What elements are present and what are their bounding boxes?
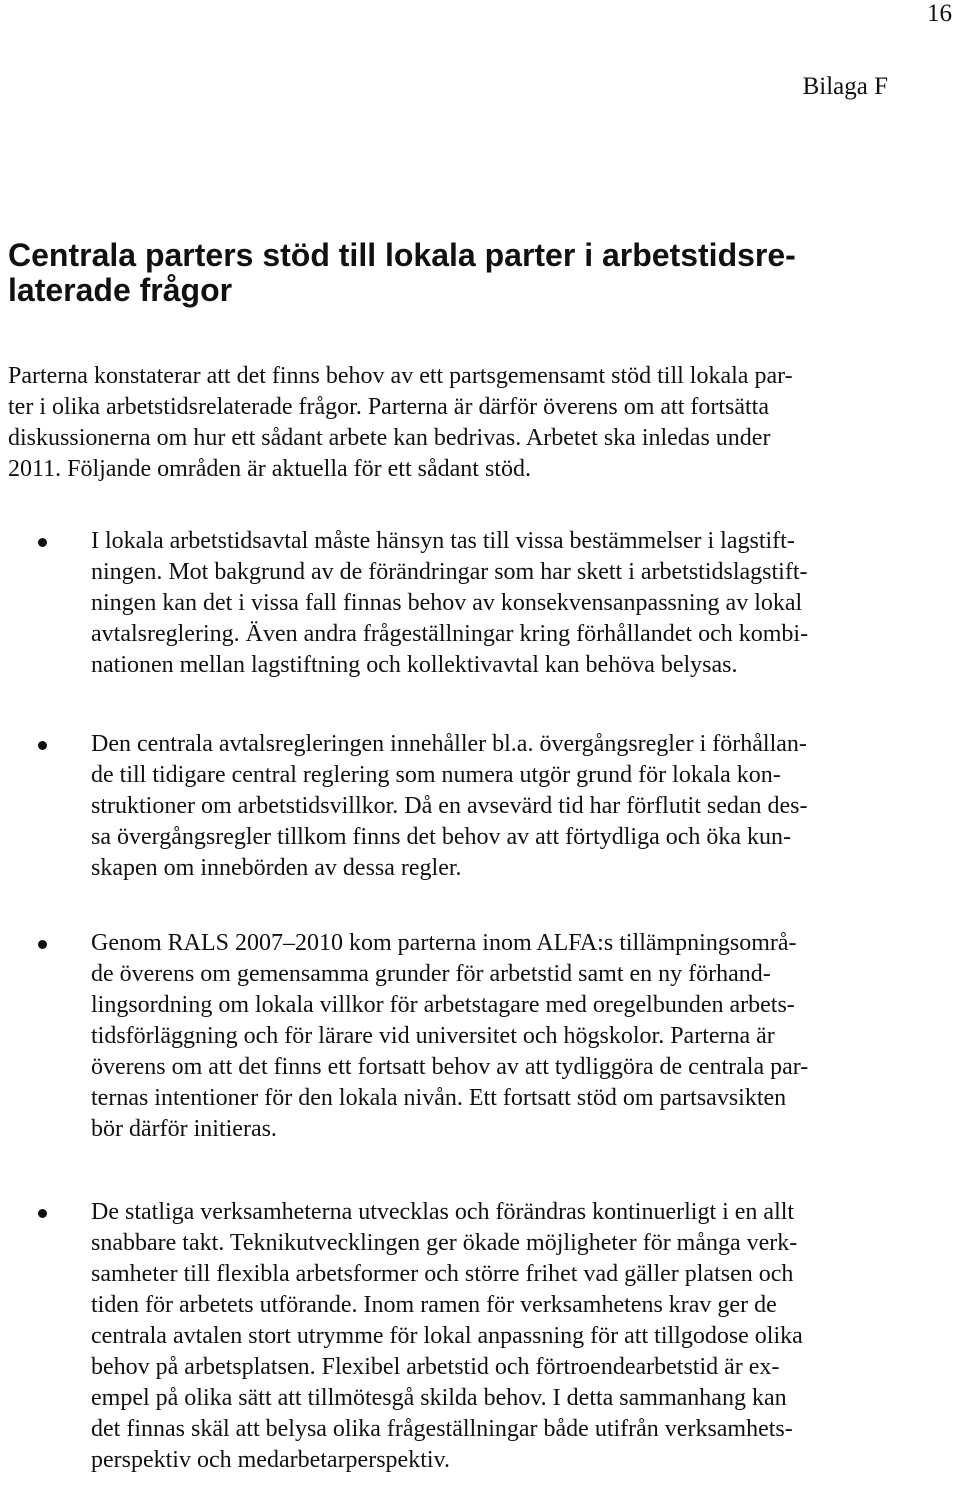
title-line: Centrala parters stöd till lokala parter i arbetstidsre- (8, 237, 796, 273)
text-line: tidsförläggning och för lärare vid universitet och högskolor. Parterna är (91, 1023, 775, 1049)
text-line: empel på olika sätt att tillmötesgå skilda behov. I detta sammanhang kan (91, 1385, 787, 1411)
text-line: 2011. Följande områden är aktuella för ett sådant stöd. (8, 456, 531, 482)
page-number: 16 (927, 0, 952, 27)
text-line: behov på arbetsplatsen. Flexibel arbetstid och förtroendearbetstid är ex- (91, 1354, 780, 1380)
text-line: skapen om innebörden av dessa regler. (91, 855, 462, 881)
bullet-item-flexible-work (91, 1197, 953, 1476)
text-line: Parterna konstaterar att det finns behov av ett partsgemensamt stöd till lokala par- (8, 363, 793, 389)
text-line: nationen mellan lagstiftning och kollektivavtal kan behöva belysas. (91, 652, 738, 678)
text-line: bör därför initieras. (91, 1116, 277, 1142)
bullet-icon (38, 1209, 47, 1218)
text-line: ningen kan det i vissa fall finnas behov av konsekvensanpassning av lokal (91, 590, 803, 616)
text-line: struktioner om arbetstidsvillkor. Då en avsevärd tid har förflutit sedan des- (91, 793, 808, 819)
appendix-label: Bilaga F (802, 73, 888, 100)
bullet-icon (38, 538, 47, 547)
text-line: avtalsreglering. Även andra frågeställningar kring förhållandet och kombi- (91, 621, 809, 647)
bullet-item-legislation (91, 526, 953, 681)
text-line: tiden för arbetets utförande. Inom ramen för verksamhetens krav ger de (91, 1292, 777, 1318)
text-line: snabbare takt. Teknikutvecklingen ger ökade möjligheter för många verk- (91, 1230, 798, 1256)
text-line: överens om att det finns ett fortsatt behov av att tydliggöra de centrala par- (91, 1054, 809, 1080)
text-line: ningen. Mot bakgrund av de förändringar som har skett i arbetstidslagstift- (91, 559, 808, 585)
page-title (8, 238, 948, 308)
bullet-icon (38, 741, 47, 750)
title-line: laterade frågor (8, 272, 233, 308)
text-line: ter i olika arbetstidsrelaterade frågor. Parterna är därför överens om att fortsätta (8, 394, 769, 420)
text-line: ternas intentioner för den lokala nivån. Ett fortsatt stöd om partsavsikten (91, 1085, 787, 1111)
bullet-item-transition-rules (91, 729, 953, 884)
text-line: sa övergångsregler tillkom finns det behov av att förtydliga och öka kun- (91, 824, 792, 850)
text-line: det finnas skäl att belysa olika frågeställningar både utifrån verksamhets- (91, 1416, 793, 1442)
text-line: Genom RALS 2007–2010 kom parterna inom ALFA:s tillämpningsområ- (91, 930, 797, 956)
intro-paragraph (8, 361, 953, 485)
text-line: perspektiv och medarbetarperspektiv. (91, 1447, 450, 1473)
text-line: diskussionerna om hur ett sådant arbete kan bedrivas. Arbetet ska inledas under (8, 425, 771, 451)
text-line: centrala avtalen stort utrymme för lokal anpassning för att tillgodose olika (91, 1323, 803, 1349)
text-line: samheter till flexibla arbetsformer och större frihet vad gäller platsen och (91, 1261, 794, 1287)
text-line: De statliga verksamheterna utvecklas och förändras kontinuerligt i en allt (91, 1199, 795, 1225)
text-line: lingsordning om lokala villkor för arbetstagare med oregelbunden arbets- (91, 992, 795, 1018)
text-line: I lokala arbetstidsavtal måste hänsyn tas till vissa bestämmelser i lagstift- (91, 528, 795, 554)
bullet-icon (38, 940, 47, 949)
text-line: de överens om gemensamma grunder för arbetstid samt en ny förhand- (91, 961, 771, 987)
bullet-item-rals (91, 928, 953, 1145)
text-line: de till tidigare central reglering som numera utgör grund för lokala kon- (91, 762, 781, 788)
text-line: Den centrala avtalsregleringen innehåller bl.a. övergångsregler i förhållan- (91, 731, 807, 757)
